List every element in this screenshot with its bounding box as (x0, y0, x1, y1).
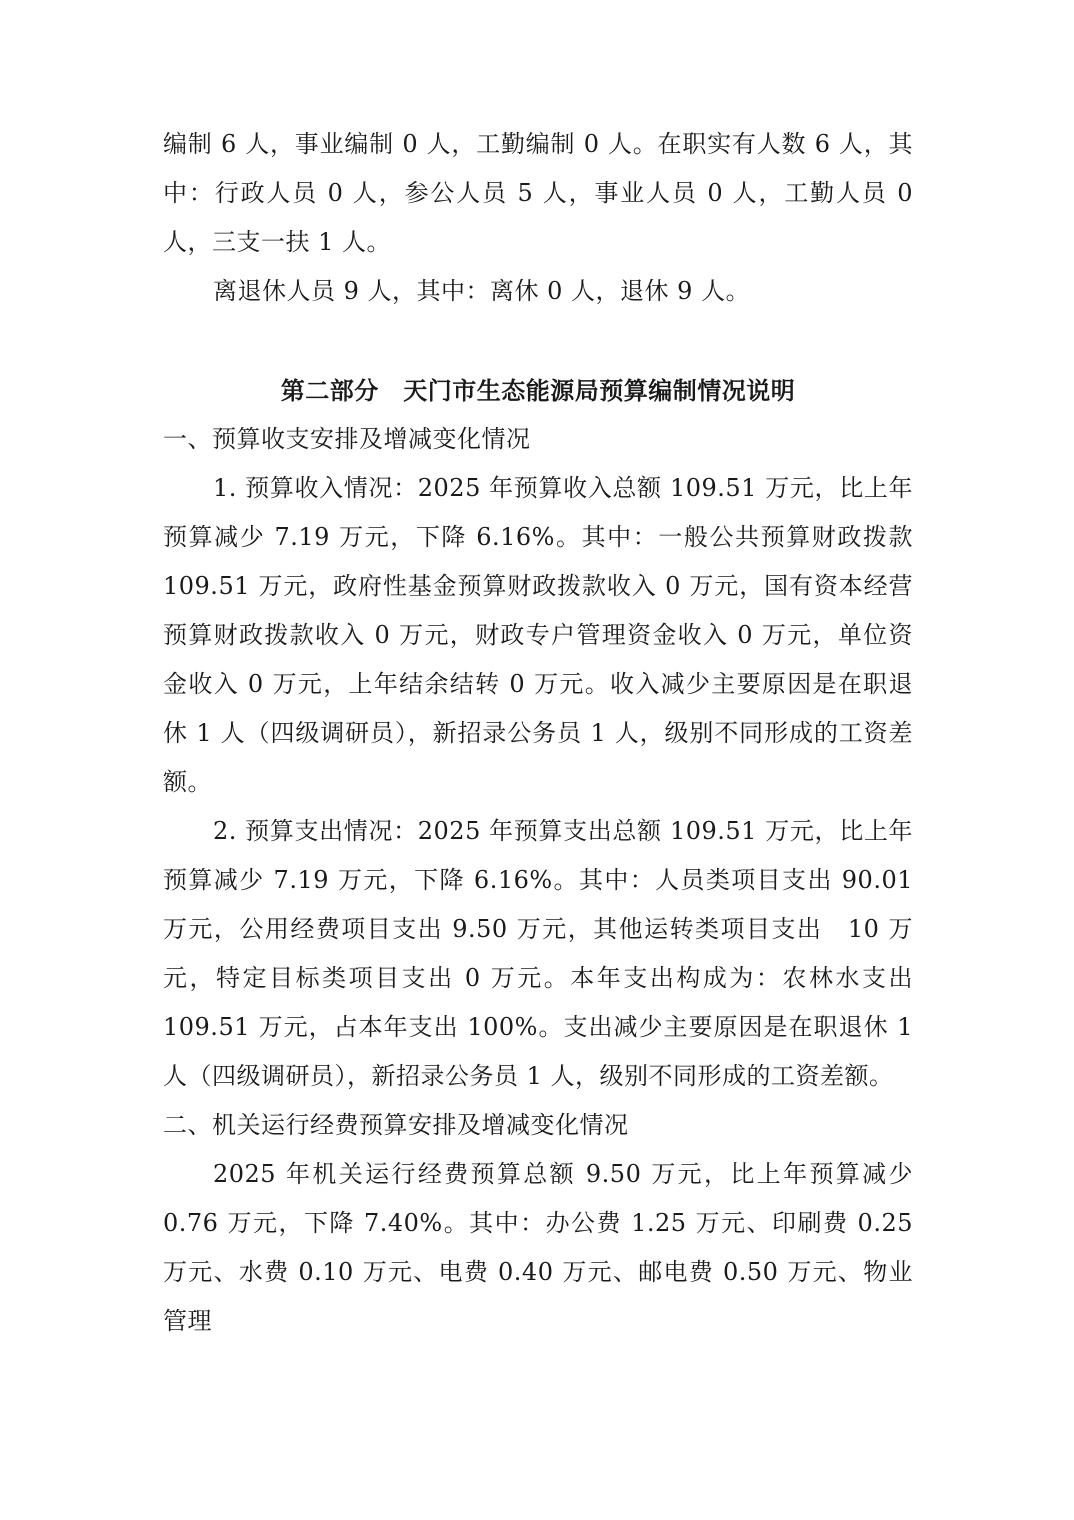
retirees-paragraph: 离退休人员 9 人，其中：离休 0 人，退休 9 人。 (213, 277, 751, 305)
budget-expense-paragraph: 2. 预算支出情况：2025 年预算支出总额 109.51 万元，比上年预算减少 7.19 万元，下降 6.16%。其中：人员类项目支出 90.01 万元，公用经费项目支出 9.50 万元，其他运转类项目支出 10 万元，特定目标类项目支出 0 万元。本年支出构成为：农林水支出 109.51 万元，占本年支出 100%。支出减少主要原因是在职退休 1 人（四级调研员），新招录公务员 1 人，级别不同形成的工资差额。 (163, 817, 913, 1090)
budget-income-paragraph: 1. 预算收入情况：2025 年预算收入总额 109.51 万元，比上年预算减少 7.19 万元，下降 6.16%。其中：一般公共预算财政拨款 109.51 万元，政府性基金预算财政拨款收入 0 万元，国有资本经营预算财政拨款收入 0 万元，财政专户管理资金收入 0 万元，单位资金收入 0 万元，上年结余结转 0 万元。收入减少主要原因是在职退休 1 人（四级调研员），新招录公务员 1 人，级别不同形成的工资差额。 (163, 474, 913, 796)
part-two-title: 第二部分 天门市生态能源局预算编制情况说明 (280, 376, 796, 405)
section-heading-1: 一、预算收支安排及增减变化情况 (163, 425, 531, 453)
section-heading-2: 二、机关运行经费预算安排及增减变化情况 (163, 1111, 629, 1139)
staffing-paragraph: 编制 6 人，事业编制 0 人，工勤编制 0 人。在职实有人数 6 人，其中：行政人员 0 人，参公人员 5 人，事业人员 0 人，工勤人员 0 人，三支一扶 1 人。 (163, 130, 913, 256)
operating-expense-paragraph: 2025 年机关运行经费预算总额 9.50 万元，比上年预算减少 0.76 万元，下降 7.40%。其中：办公费 1.25 万元、印刷费 0.25 万元、水费 0.10 万元、电费 0.40 万元、邮电费 0.50 万元、物业管理 (163, 1160, 913, 1335)
document-body (163, 120, 913, 1346)
